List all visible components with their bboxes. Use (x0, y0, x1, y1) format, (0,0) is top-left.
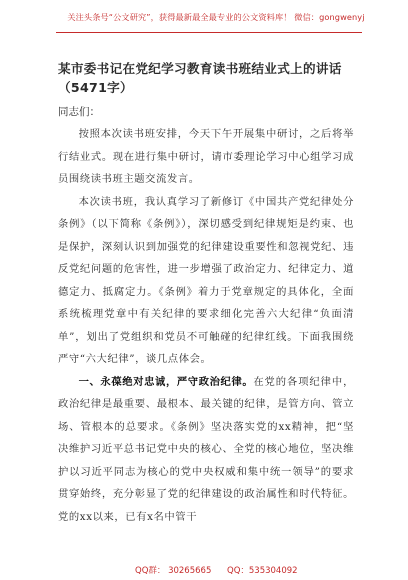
banner-text: 关注头条号“公文研究”，获得最新最全最专业的公文资料库！ 微信：gongwenyj (67, 12, 365, 22)
footer-bar (0, 560, 408, 580)
paragraph-section-one (58, 371, 354, 529)
paragraph-study: 本次读书班，我认真学习了新修订《中国共产党纪律处分条例》（以下简称《条例》），深切感受到纪律规矩是约束、也是保护，深刻认识到加强党的纪律建设重要性和忽视党纪、违反党纪问题的危害性，进一步增强了政治定力、纪律定力、道德定力、抵腐定力。《条例》着力于党章规定的具体化，全面系统梳理党章中有关纪律的要求细化完善六大纪律“负面清单”，划出了党组织和党员不可触碰的纪律红线。下面我围绕严守“六大纪律”，谈几点体会。 (58, 195, 354, 365)
salutation: 同志们： (58, 106, 100, 118)
footer-qq-group: QQ群： 30265665 (135, 566, 212, 576)
document-title: 某市委书记在党纪学习教育读书班结业式上的讲话（5471字） (58, 61, 342, 95)
header-banner (0, 0, 408, 44)
section-body: 在党的各项纪律中，政治纪律是最重要、最根本、最关键的纪律，是管方向、管立场、管根本的总要求。《条例》坚决落实党的xx精神，把“坚决维护习近平总书记党中央的核心、全党的核心地位，坚决维护以习近平同志为核心的党中央权威和集中统一领导”的要求贯穿始终，充分彰显了党的纪律建设的政治属性和时代特征。党的xx以来，已有x名中管干 (58, 375, 354, 523)
document-body (58, 60, 354, 528)
banner-divider (56, 32, 362, 33)
section-heading: 一、永葆绝对忠诚，严守政治纪律。 (78, 375, 254, 388)
footer-qq-contact: QQ：535304092 (227, 566, 298, 576)
paragraph-intro: 按照本次读书班安排，今天下午开展集中研讨，之后将举行结业式。现在进行集中研讨，请市委理论学习中心组学习成员围绕读书班主题交流发言。 (58, 128, 354, 185)
